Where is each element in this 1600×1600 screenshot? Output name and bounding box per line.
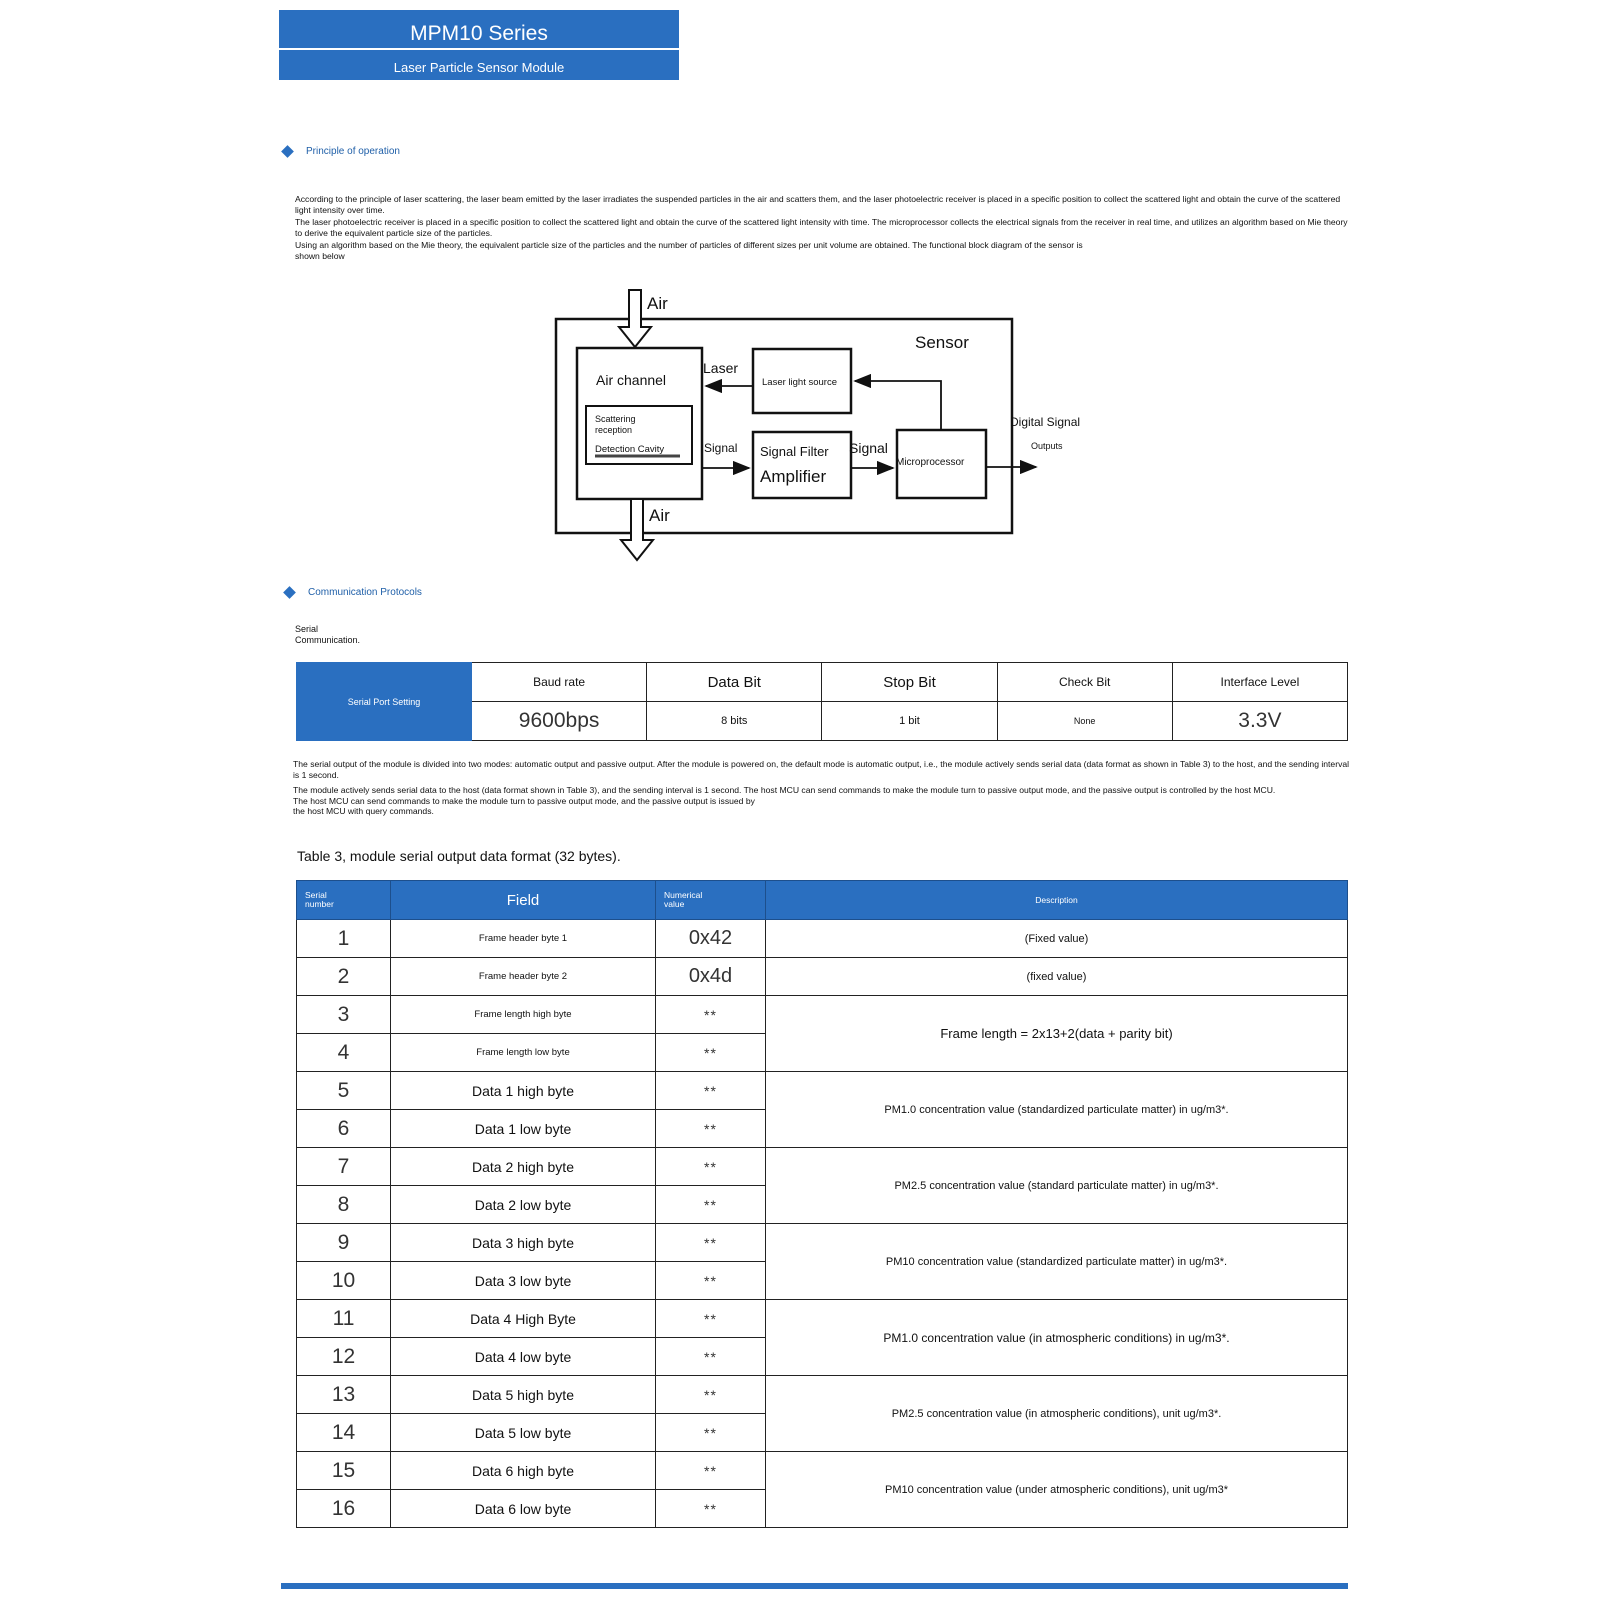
row-number: 8 bbox=[297, 1186, 391, 1224]
row-number: 9 bbox=[297, 1224, 391, 1262]
amplifier-label: Amplifier bbox=[760, 467, 827, 486]
row-field: Frame length low byte bbox=[391, 1034, 656, 1072]
row-value: 0x4d bbox=[656, 958, 766, 996]
section-communication bbox=[285, 587, 422, 598]
row-description: PM2.5 concentration value (in atmospheric conditions), unit ug/m3*. bbox=[766, 1376, 1348, 1452]
table-row bbox=[297, 1452, 1348, 1490]
row-number: 3 bbox=[297, 996, 391, 1034]
table-row bbox=[297, 1148, 1348, 1186]
note-paragraph: the host MCU with query commands. bbox=[293, 806, 434, 817]
row-number: 6 bbox=[297, 1110, 391, 1148]
row-number: 2 bbox=[297, 958, 391, 996]
row-field: Data 3 low byte bbox=[391, 1262, 656, 1300]
field-header: Field bbox=[391, 881, 656, 920]
section-principle-title: Principle of operation bbox=[306, 146, 400, 157]
signal-left-label: Signal bbox=[704, 441, 738, 455]
detection-cavity-label: Detection Cavity bbox=[595, 444, 665, 455]
row-value: ** bbox=[656, 1338, 766, 1376]
row-value: 0x42 bbox=[656, 920, 766, 958]
serial-header-line: Serial bbox=[305, 890, 327, 900]
signal-filter-box bbox=[753, 432, 851, 498]
serial-port-setting-cell: Serial Port Setting bbox=[297, 663, 472, 741]
table-row bbox=[297, 1300, 1348, 1338]
port-header-row bbox=[297, 663, 1348, 702]
table3-caption: Table 3, module serial output data format (32 bytes). bbox=[297, 848, 621, 864]
row-number: 1 bbox=[297, 920, 391, 958]
note-paragraph: The serial output of the module is divided into two modes: automatic output and passive output. After the module is powered on, the default mode is automatic output, i.e., the module actively sends serial data (data format as shown in Table 3) to the host, and the sending interval is 1 second. bbox=[293, 759, 1350, 780]
row-description: (Fixed value) bbox=[766, 920, 1348, 958]
table-row bbox=[297, 1376, 1348, 1414]
serial-label-line: Communication. bbox=[295, 635, 361, 645]
value-header-line: value bbox=[664, 899, 685, 909]
row-description: PM2.5 concentration value (standard particulate matter) in ug/m3*. bbox=[766, 1148, 1348, 1224]
interface-level-value: 3.3V bbox=[1172, 702, 1347, 741]
stop-bit-value: 1 bit bbox=[822, 702, 997, 741]
check-bit-header: Check Bit bbox=[997, 663, 1172, 702]
row-description: (fixed value) bbox=[766, 958, 1348, 996]
microprocessor-label: Microprocessor bbox=[896, 457, 965, 468]
row-number: 5 bbox=[297, 1072, 391, 1110]
signal-right-label: Signal bbox=[849, 440, 888, 456]
row-field: Data 1 high byte bbox=[391, 1072, 656, 1110]
principle-paragraph: Using an algorithm based on the Mie theory, the equivalent particle size of the particles and the number of particles of different sizes per unit volume are obtained. The functional block diagram of the sensor is shown below bbox=[295, 240, 1083, 261]
interface-level-header: Interface Level bbox=[1172, 663, 1347, 702]
serial-communication-label bbox=[295, 624, 360, 646]
row-value: ** bbox=[656, 1452, 766, 1490]
principle-paragraph: The laser photoelectric receiver is placed in a specific position to collect the scattered light and obtain the curve of the scattered light intensity with time. The microprocessor collects the electrical signals from the receiver in real time, and utilizes an algorithm based on Mie theory to derive the equivalent particle size of the particles. bbox=[295, 217, 1348, 238]
table-header-row bbox=[297, 881, 1348, 920]
row-value: ** bbox=[656, 1224, 766, 1262]
principle-paragraph: According to the principle of laser scattering, the laser beam emitted by the laser irradiates the suspended particles in the air and scatters them, and the laser photoelectric receiver is placed in a specific position to collect the scattered light and obtain the curve of the scattered light intensity over time. bbox=[295, 194, 1341, 215]
section-communication-title: Communication Protocols bbox=[308, 587, 422, 598]
data-bit-header: Data Bit bbox=[647, 663, 822, 702]
row-field: Data 5 high byte bbox=[391, 1376, 656, 1414]
signal-filter-label: Signal Filter bbox=[760, 444, 829, 459]
row-number: 15 bbox=[297, 1452, 391, 1490]
sensor-label: Sensor bbox=[915, 333, 969, 352]
outputs-label: Outputs bbox=[1031, 441, 1063, 451]
banner-divider bbox=[279, 48, 679, 50]
table-row bbox=[297, 958, 1348, 996]
row-field: Data 3 high byte bbox=[391, 1224, 656, 1262]
serial-output-table bbox=[296, 880, 1348, 1528]
air-out-label: Air bbox=[649, 506, 670, 525]
table-row bbox=[297, 1072, 1348, 1110]
serial-label-line: Serial bbox=[295, 624, 319, 634]
row-value: ** bbox=[656, 1300, 766, 1338]
footer-bar bbox=[281, 1583, 1348, 1589]
laser-label: Laser bbox=[703, 360, 739, 376]
serial-header-line: number bbox=[305, 899, 334, 909]
row-number: 14 bbox=[297, 1414, 391, 1452]
row-value: ** bbox=[656, 1414, 766, 1452]
row-number: 10 bbox=[297, 1262, 391, 1300]
value-header-line: Numerical bbox=[664, 890, 703, 900]
diamond-bullet-icon bbox=[283, 586, 296, 599]
header-banner bbox=[279, 10, 679, 80]
row-field: Frame length high byte bbox=[391, 996, 656, 1034]
check-bit-value: None bbox=[997, 702, 1172, 741]
table-row bbox=[297, 920, 1348, 958]
numerical-value-header bbox=[656, 881, 766, 920]
row-field: Data 6 high byte bbox=[391, 1452, 656, 1490]
serial-port-table bbox=[296, 662, 1348, 741]
diamond-bullet-icon bbox=[281, 145, 294, 158]
note-paragraph: The module actively sends serial data to the host (data format shown in Table 3), and the sending interval is 1 second. The host MCU can send commands to make the module turn to passive output mode, and the passive output is controlled by the host MCU. bbox=[293, 785, 1276, 796]
document-subtitle: Laser Particle Sensor Module bbox=[393, 60, 565, 75]
principle-text bbox=[295, 194, 1355, 264]
row-field: Data 4 low byte bbox=[391, 1338, 656, 1376]
row-value: ** bbox=[656, 1072, 766, 1110]
row-field: Data 4 High Byte bbox=[391, 1300, 656, 1338]
row-value: ** bbox=[656, 1186, 766, 1224]
data-bit-value: 8 bits bbox=[647, 702, 822, 741]
serial-mode-notes bbox=[293, 759, 1353, 817]
row-value: ** bbox=[656, 1110, 766, 1148]
air-channel-label: Air channel bbox=[596, 372, 667, 388]
row-value: ** bbox=[656, 1376, 766, 1414]
stop-bit-header: Stop Bit bbox=[822, 663, 997, 702]
row-number: 11 bbox=[297, 1300, 391, 1338]
row-field: Data 2 low byte bbox=[391, 1186, 656, 1224]
row-value: ** bbox=[656, 1148, 766, 1186]
note-paragraph: The host MCU can send commands to make the module turn to passive output mode, and the passive output is issued by bbox=[293, 795, 755, 806]
baud-rate-value: 9600bps bbox=[472, 702, 647, 741]
control-line bbox=[855, 381, 941, 430]
row-description: PM1.0 concentration value (in atmospheric conditions) in ug/m3*. bbox=[766, 1300, 1348, 1376]
document-title: MPM10 Series bbox=[410, 22, 548, 45]
row-value: ** bbox=[656, 1490, 766, 1528]
row-number: 7 bbox=[297, 1148, 391, 1186]
row-description: PM10 concentration value (standardized particulate matter) in ug/m3*. bbox=[766, 1224, 1348, 1300]
row-field: Frame header byte 2 bbox=[391, 958, 656, 996]
row-field: Data 5 low byte bbox=[391, 1414, 656, 1452]
row-number: 13 bbox=[297, 1376, 391, 1414]
row-field: Data 2 high byte bbox=[391, 1148, 656, 1186]
row-value: ** bbox=[656, 996, 766, 1034]
row-number: 4 bbox=[297, 1034, 391, 1072]
row-value: ** bbox=[656, 1034, 766, 1072]
table-row bbox=[297, 1224, 1348, 1262]
table-row bbox=[297, 996, 1348, 1034]
row-field: Data 6 low byte bbox=[391, 1490, 656, 1528]
reception-label: reception bbox=[595, 425, 633, 435]
serial-number-header bbox=[297, 881, 391, 920]
row-value: ** bbox=[656, 1262, 766, 1300]
scattering-label: Scattering bbox=[595, 414, 636, 424]
row-description: PM10 concentration value (under atmospheric conditions), unit ug/m3* bbox=[766, 1452, 1348, 1528]
baud-rate-header: Baud rate bbox=[472, 663, 647, 702]
row-description: Frame length = 2x13+2(data + parity bit) bbox=[766, 996, 1348, 1072]
functional-block-diagram bbox=[540, 285, 1100, 575]
digital-signal-label: Digital Signal bbox=[1010, 415, 1081, 429]
row-field: Data 1 low byte bbox=[391, 1110, 656, 1148]
air-in-label: Air bbox=[647, 294, 668, 313]
laser-source-label: Laser light source bbox=[762, 377, 837, 388]
row-description: PM1.0 concentration value (standardized particulate matter) in ug/m3*. bbox=[766, 1072, 1348, 1148]
section-principle bbox=[283, 146, 400, 157]
description-header: Description bbox=[766, 881, 1348, 920]
row-number: 16 bbox=[297, 1490, 391, 1528]
row-number: 12 bbox=[297, 1338, 391, 1376]
row-field: Frame header byte 1 bbox=[391, 920, 656, 958]
